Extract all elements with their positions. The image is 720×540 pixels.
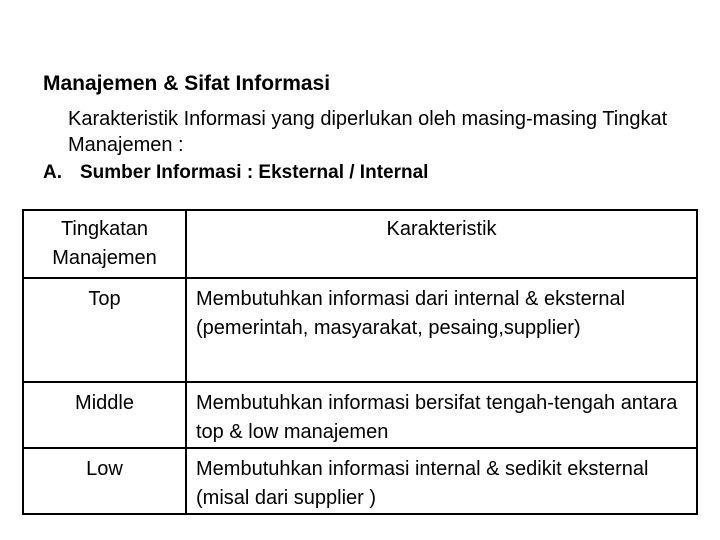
row-level: Middle [23,382,186,448]
slide-title: Manajemen & Sifat Informasi [43,72,331,95]
row-characteristic: Membutuhkan informasi bersifat tengah-tengah antara top & low manajemen [186,382,697,448]
row-level: Top [23,278,186,382]
row-characteristic: Membutuhkan informasi dari internal & eksternal (pemerintah, masyarakat, pesaing,supplier) [186,278,697,382]
row-characteristic: Membutuhkan informasi internal & sedikit eksternal (misal dari supplier ) [186,448,697,514]
header-characteristic: Karakteristik [186,210,697,278]
section-text: Sumber Informasi : Eksternal / Internal [80,162,429,183]
section-letter: A. [43,162,62,183]
table-row [23,278,697,382]
section-heading [43,162,428,184]
table-row [23,382,697,448]
slide-subtitle: Karakteristik Informasi yang diperlukan oleh masing-masing Tingkat Manajemen : [68,108,668,156]
row-level: Low [23,448,186,514]
header-level: Tingkatan Manajemen [23,210,186,278]
table-header-row [23,210,697,278]
management-characteristics-table [22,209,698,515]
table-row [23,448,697,514]
